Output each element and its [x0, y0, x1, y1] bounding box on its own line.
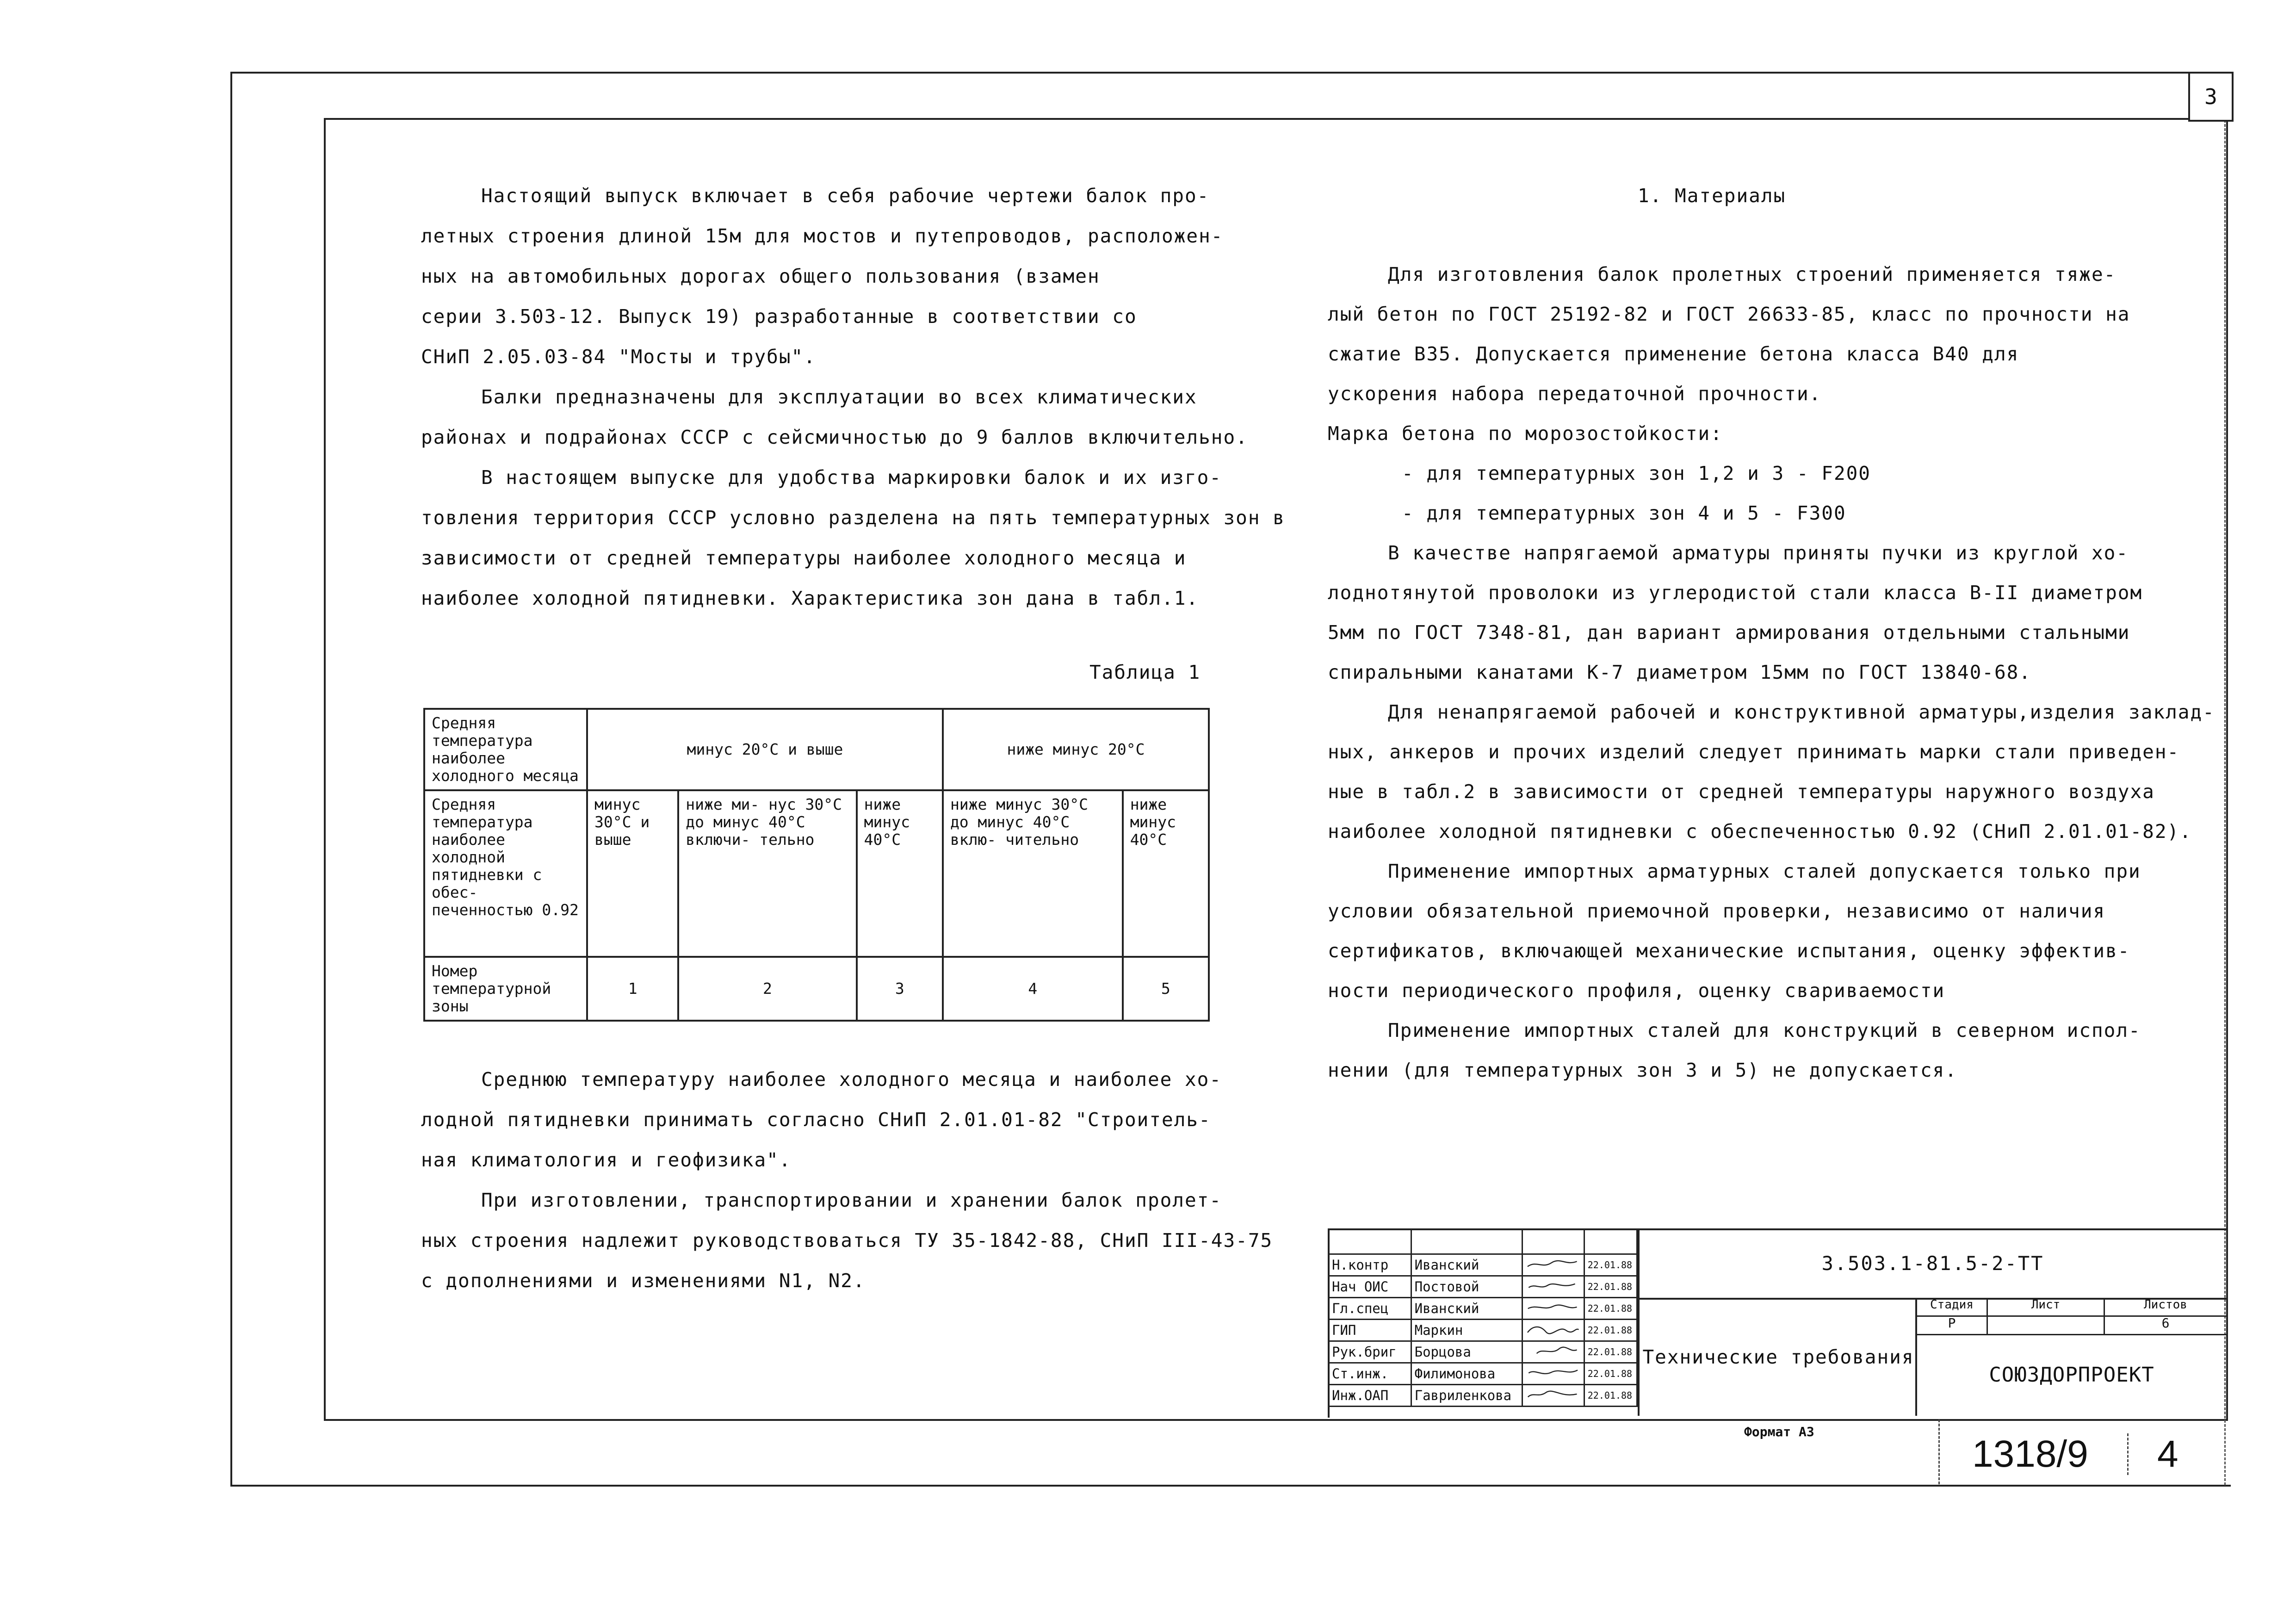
text-line: ная климатология и геофизика". [421, 1149, 792, 1171]
inventory-number: 1318/9 [1972, 1433, 2088, 1475]
date: 22.01.88 [1584, 1363, 1637, 1385]
text-line: серии 3.503-12. Выпуск 19) разработанные в соответствии со [421, 305, 1137, 328]
text-line: При изготовлении, транспортировании и хранении балок пролет- [481, 1189, 1222, 1211]
stage-cells [1915, 1298, 2226, 1416]
text-line: ные в табл.2 в зависимости от средней температуры наружного воздуха [1328, 781, 2155, 803]
text-line: ности периодического профиля, оценку свариваемости [1328, 979, 1945, 1002]
date: 22.01.88 [1584, 1341, 1637, 1363]
date: 22.01.88 [1584, 1254, 1637, 1276]
text-line: 5мм по ГОСТ 7348-81, дан вариант армирования отдельными стальными [1328, 621, 2130, 644]
doc-code-cell [1638, 1228, 2226, 1300]
signature [1522, 1341, 1584, 1363]
person-name: Гавриленкова [1411, 1385, 1522, 1407]
signatures-table [1328, 1228, 1638, 1407]
text-line: В настоящем выпуске для удобства маркировки балок и их изго- [481, 466, 1222, 489]
text-line: Марка бетона по морозостойкости: [1328, 422, 1723, 445]
table-cell: Номер температурной зоны [424, 957, 587, 1021]
text-line: летных строения длиной 15м для мостов и путепроводов, расположен- [421, 225, 1224, 247]
stage-value-row [1917, 1315, 2226, 1335]
inventory-sheet: 4 [2157, 1433, 2178, 1475]
text-line: спиральными канатами К-7 диаметром 15мм по ГОСТ 13840-68. [1328, 661, 2031, 683]
sheets-value: 6 [2161, 1315, 2170, 1331]
left-after-table [421, 1060, 1273, 1301]
text-line: ускорения набора передаточной прочности. [1328, 383, 1822, 405]
stage-value: Р [1917, 1315, 1988, 1334]
left-intro [421, 176, 1285, 619]
text-line: ных на автомобильных дорогах общего пользования (взамен [421, 265, 1100, 287]
text-line: зависимости от средней температуры наиболее холодного месяца и [421, 547, 1187, 569]
text-line: Настоящий выпуск включает в себя рабочие чертежи балок про- [481, 185, 1210, 207]
text-line: Для изготовления балок пролетных строений применяется тяже- [1388, 263, 2117, 285]
table-cell: Средняя температура наиболее холодной пятидневки с обес- печенностью 0.92 [424, 790, 587, 957]
inventory-separator [2127, 1433, 2129, 1475]
person-name: Иванский [1411, 1254, 1522, 1276]
text-line: сжатие В35. Допускается применение бетона класса В40 для [1328, 343, 2019, 365]
text-line: условии обязательной приемочной проверки, независимо от наличия [1328, 900, 2106, 922]
table-cell: Средняя температура наиболее холодного месяца [424, 709, 587, 790]
text-line: районах и подрайонах СССР с сейсмичностью до 9 баллов включительно. [421, 426, 1248, 448]
signature [1522, 1385, 1584, 1407]
title-block [1328, 1228, 2224, 1417]
role: Ст.инж. [1329, 1363, 1411, 1385]
role: Н.контр [1329, 1254, 1411, 1276]
signature-row [1329, 1320, 1637, 1341]
table-cell: ниже минус 40°С [1123, 790, 1209, 957]
table-cell: минус 20°С и выше [587, 709, 943, 790]
text-line: - для температурных зон 4 и 5 - F300 [1402, 502, 1846, 524]
stage-header: Стадия [1917, 1298, 1988, 1315]
text-line: лый бетон по ГОСТ 25192-82 и ГОСТ 26633-85, класс по прочности на [1328, 303, 2130, 325]
person-name: Постовой [1411, 1276, 1522, 1298]
role: Гл.спец [1329, 1298, 1411, 1320]
text-line: наиболее холодной пятидневки. Характеристика зон дана в табл.1. [421, 587, 1199, 609]
stage-header-row [1917, 1298, 2226, 1317]
role: Нач ОИС [1329, 1276, 1411, 1298]
role: Рук.бриг [1329, 1341, 1411, 1363]
table-cell: 3 [857, 957, 943, 1021]
text-line: с дополнениями и изменениями N1, N2. [421, 1270, 866, 1292]
text-line: - для температурных зон 1,2 и 3 - F200 [1402, 462, 1871, 484]
sheets-header: Листов [2144, 1298, 2187, 1312]
text-line: ных строения надлежит руководствоваться ТУ 35-1842-88, СНиП III-43-75 [421, 1229, 1273, 1252]
table-cell: ниже минус 40°С [857, 790, 943, 957]
org-name: СОЮЗДОРПРОЕКТ [1989, 1363, 2154, 1387]
text-line: СНиП 2.05.03-84 "Мосты и трубы". [421, 346, 816, 368]
date: 22.01.88 [1584, 1385, 1637, 1407]
text-line: нении (для температурных зон 3 и 5) не допускается. [1328, 1059, 1957, 1081]
right-materials [1328, 254, 2215, 1090]
person-name: Иванский [1411, 1298, 1522, 1320]
table-cell: 2 [678, 957, 856, 1021]
text-line: В качестве напрягаемой арматуры приняты пучки из круглой хо- [1388, 542, 2129, 564]
format-label: Формат А3 [1744, 1424, 1814, 1439]
signature-row [1329, 1385, 1637, 1407]
org-cell [1917, 1334, 2226, 1416]
text-line: ных, анкеров и прочих изделий следует принимать марки стали приведен- [1328, 741, 2180, 763]
text-line: сертификатов, включающей механические испытания, оценку эффектив- [1328, 940, 2130, 962]
section-heading: 1. Материалы [1638, 185, 1786, 207]
sheet-value [1988, 1315, 2105, 1334]
text-line: Для ненапрягаемой рабочей и конструктивной арматуры,изделия заклад- [1388, 701, 2215, 723]
role: ГИП [1329, 1320, 1411, 1341]
person-name: Маркин [1411, 1320, 1522, 1341]
inventory-box [1938, 1419, 2227, 1484]
signature-row [1329, 1341, 1637, 1363]
signature [1522, 1276, 1584, 1298]
table-cell: 4 [943, 957, 1123, 1021]
signature-row [1329, 1276, 1637, 1298]
text-line: лоднотянутой проволоки из углеродистой стали класса В-II диаметром [1328, 582, 2143, 604]
text-line: Применение импортных арматурных сталей допускается только при [1388, 860, 2141, 882]
table-cell: 5 [1123, 957, 1209, 1021]
signature [1522, 1363, 1584, 1385]
signature [1522, 1298, 1584, 1320]
table-cell: ниже ми- нус 30°С до минус 40°С включи- тельно [678, 790, 856, 957]
text-line: Применение импортных сталей для конструкций в северном испол- [1388, 1019, 2141, 1041]
text-line: наиболее холодной пятидневки с обеспеченностью 0.92 (СНиП 2.01.01-82). [1328, 820, 2192, 843]
signature [1522, 1320, 1584, 1341]
table-cell: 1 [587, 957, 678, 1021]
signature [1522, 1254, 1584, 1276]
table-caption: Таблица 1 [1089, 661, 1201, 683]
table-cell: минус 30°С и выше [587, 790, 678, 957]
table-cell: ниже минус 20°С [943, 709, 1209, 790]
sheet-header: Лист [1988, 1298, 2105, 1315]
text-line: лодной пятидневки принимать согласно СНиП 2.01.01-82 "Строитель- [421, 1109, 1211, 1131]
title-cell [1638, 1298, 1917, 1416]
signature-row [1329, 1254, 1637, 1276]
text-line: Среднюю температуру наиболее холодного месяца и наиболее хо- [481, 1068, 1222, 1091]
date: 22.01.88 [1584, 1320, 1637, 1341]
table-cell: ниже минус 30°С до минус 40°С вклю- чительно [943, 790, 1123, 957]
text-line: Балки предназначены для эксплуатации во всех климатических [481, 386, 1197, 408]
person-name: Борцова [1411, 1341, 1522, 1363]
signature-row [1329, 1363, 1637, 1385]
signature-row [1329, 1298, 1637, 1320]
page-number: 3 [2188, 72, 2234, 122]
zones-table [423, 708, 1210, 1022]
sheet-title: Технические требования [1642, 1345, 1914, 1368]
text-line: товления территория СССР условно разделена на пять температурных зон в [421, 507, 1285, 529]
person-name: Филимонова [1411, 1363, 1522, 1385]
role: Инж.ОАП [1329, 1385, 1411, 1407]
date: 22.01.88 [1584, 1298, 1637, 1320]
doc-code: 3.503.1-81.5-2-ТТ [1821, 1252, 2044, 1275]
date: 22.01.88 [1584, 1276, 1637, 1298]
